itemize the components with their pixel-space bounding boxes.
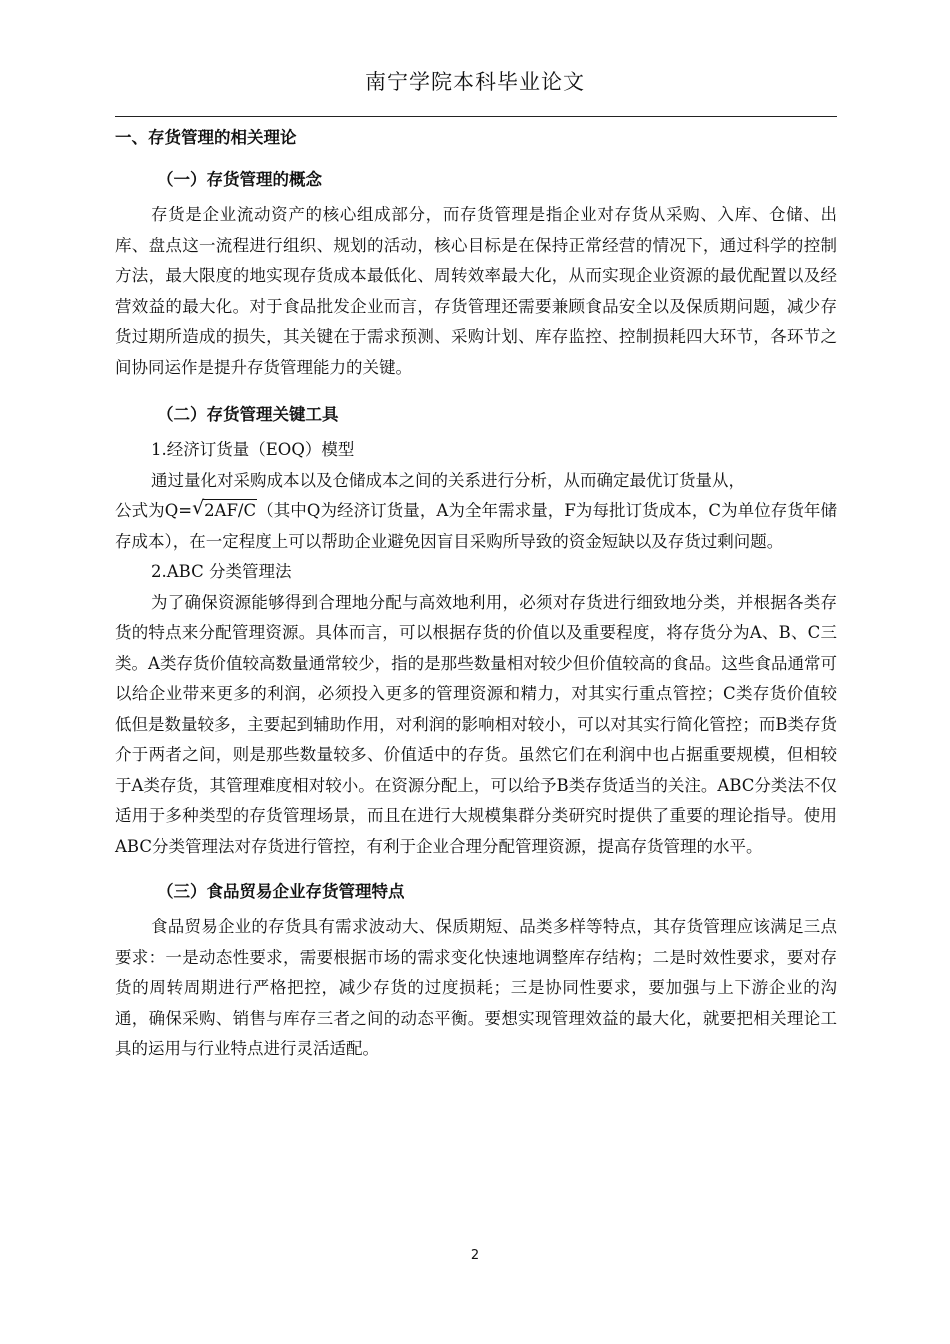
running-header-title: 南宁学院本科毕业论文	[365, 70, 585, 94]
subsection-heading-tools: （二）存货管理关键工具	[157, 405, 339, 424]
paragraph-eoq-intro: 通过量化对采购成本以及仓储成本之间的关系进行分析，从而确定最优订货量从，	[151, 470, 745, 490]
section-heading: 一、存货管理的相关理论	[115, 128, 297, 147]
paragraph-concept: 存货是企业流动资产的核心组成部分，而存货管理是指企业对存货从采购、入库、仓储、出库、盘点这一流程进行组织、规划的活动，核心目标是在保持正常经营的情况下，通过科学的控制方法，最大限度的地实现存货成本最低化、周转效率最大化，从而实现企业资源的最优配置以及经营效益的最大化。对于食品批发企业而言，存货管理还需要兼顾食品安全以及保质期问题，减少存货过期所造成的损失，其关键在于需求预测、采购计划、库存监控、控制损耗四大环节，各环节之间协同运作是提升存货管理能力的关键。	[115, 205, 837, 377]
header-divider	[115, 116, 837, 117]
page-content	[115, 124, 837, 1065]
item-title-eoq: 1.经济订货量（EOQ）模型	[151, 440, 355, 459]
paragraph-characteristics: 食品贸易企业的存货具有需求波动大、保质期短、品类多样等特点，其存货管理应该满足三点要求：一是动态性要求，需要根据市场的需求变化快速地调整库存结构；二是时效性要求，要对存货的周转周期进行严格把控，减少存货的过度损耗；三是协同性要求，要加强与上下游企业的沟通，确保采购、销售与库存三者之间的动态平衡。要想实现管理效益的最大化，就要把相关理论工具的运用与行业特点进行灵活适配。	[115, 917, 837, 1058]
page-number: 2	[470, 1248, 480, 1263]
square-root-formula	[192, 496, 257, 527]
radical-sign-icon: √	[192, 497, 205, 519]
paragraph-abc: 为了确保资源能够得到合理地分配与高效地利用，必须对存货进行细致地分类，并根据各类存货的特点来分配管理资源。具体而言，可以根据存货的价值以及重要程度，将存货分为A、B、C三类。A类存货价值较高数量通常较少，指的是那些数量相对较少但价值较高的食品。这些食品通常可以给企业带来更多的利润，必须投入更多的管理资源和精力，对其实行重点管控；C类存货价值较低但是数量较多，主要起到辅助作用，对利润的影响相对较小，可以对其实行简化管控；而B类存货介于两者之间，则是那些数量较多、价值适中的存货。虽然它们在利润中也占据重要规模，但相较于A类存货，其管理难度相对较小。在资源分配上，可以给予B类存货适当的关注。ABC分类法不仅适用于多种类型的存货管理场景，而且在进行大规模集群分类研究时提供了重要的理论指导。使用ABC分类管理法对存货进行管控，有利于企业合理分配管理资源，提高存货管理的水平。	[115, 592, 837, 856]
item-title-abc: 2.ABC 分类管理法	[151, 562, 292, 581]
formula-explanation: （其中Q为经济订货量，A为全年需求量，F为每批订货成本，C为单位存货年储存成本），在一定程度上可以帮助企业避免因盲目采购所导致的资金短缺以及存货过剩问题。	[115, 501, 837, 551]
subsection-heading-characteristics: （三）食品贸易企业存货管理特点	[157, 882, 405, 901]
formula-radicand: 2AF/C	[204, 501, 257, 520]
subsection-heading-concept: （一）存货管理的概念	[157, 170, 322, 189]
paragraph-eoq-formula	[115, 496, 837, 557]
formula-prefix: 公式为Q=	[115, 501, 193, 520]
